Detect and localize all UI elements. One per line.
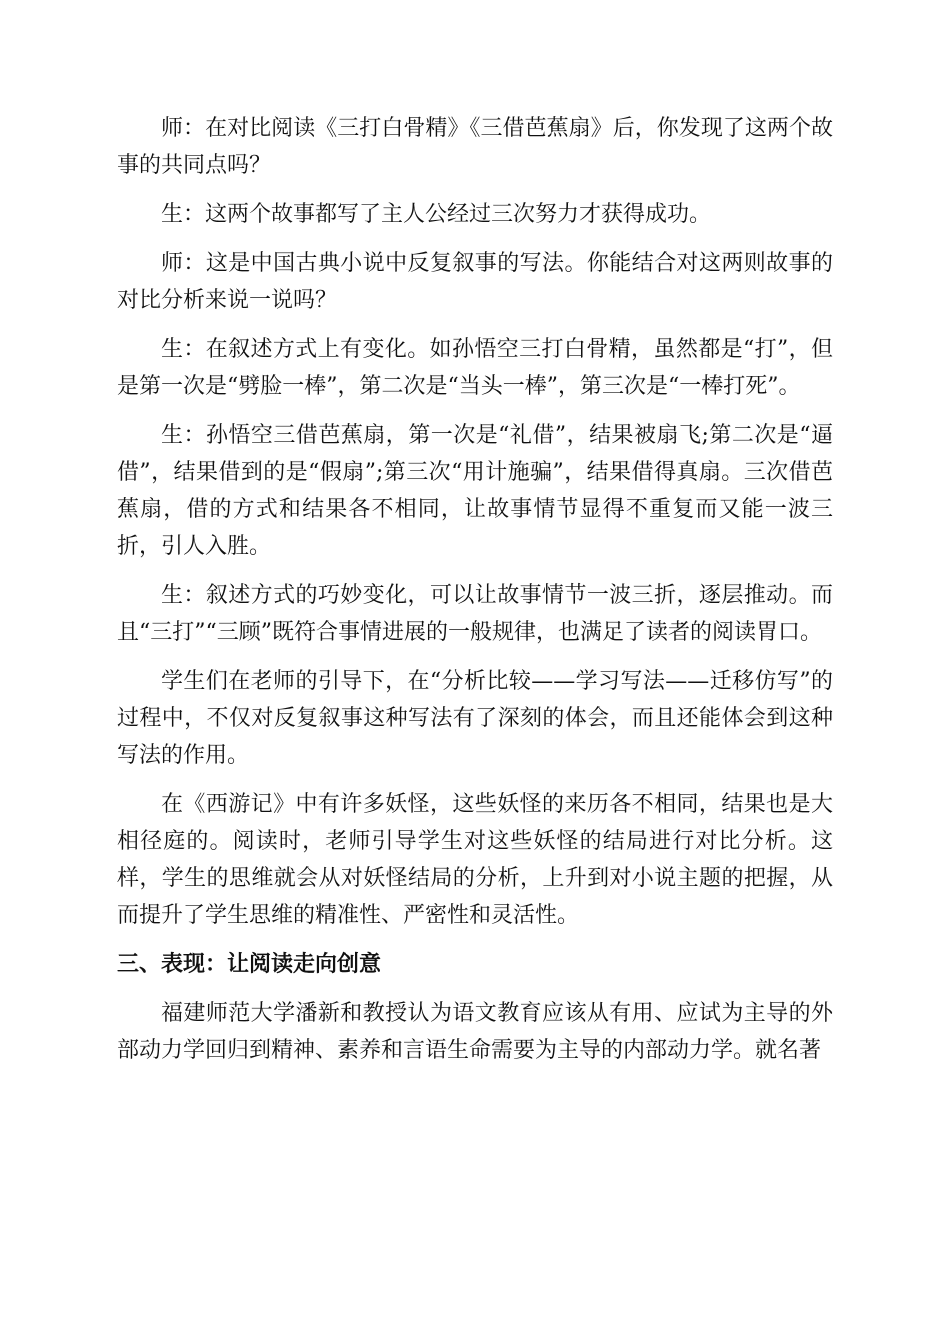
paragraph: 师：这是中国古典小说中反复叙事的写法。你能结合对这两则故事的对比分析来说一说吗？: [117, 251, 833, 313]
paragraph: 生：叙述方式的巧妙变化，可以让故事情节一波三折，逐层推动。而且“三打”“三顾”既符合事情进展的一般规律，也满足了读者的阅读胃口。: [117, 583, 833, 645]
paragraph: 生：在叙述方式上有变化。如孙悟空三打白骨精，虽然都是“打”，但是第一次是“劈脸一棒”，第二次是“当头一棒”，第三次是“一棒打死”。: [117, 337, 833, 399]
paragraph: 生：孙悟空三借芭蕉扇，第一次是“礼借”，结果被扇飞;第二次是“逼借”，结果借到的是“假扇”;第三次“用计施骗”，结果借得真扇。三次借芭蕉扇，借的方式和结果各不相同，让故事情节显得不重复而又能一波三折，引人入胜。: [117, 423, 833, 559]
paragraph: 在《西游记》中有许多妖怪，这些妖怪的来历各不相同，结果也是大相径庭的。阅读时，老师引导学生对这些妖怪的结局进行对比分析。这样，学生的思维就会从对妖怪结局的分析，上升到对小说主题的把握，从而提升了学生思维的精准性、严密性和灵活性。: [117, 792, 833, 928]
document-body: [117, 110, 833, 1081]
paragraph: 学生们在老师的引导下，在“分析比较——学习写法——迁移仿写”的过程中，不仅对反复叙事这种写法有了深刻的体会，而且还能体会到这种写法的作用。: [117, 669, 833, 768]
paragraph: 师：在对比阅读《三打白骨精》《三借芭蕉扇》后，你发现了这两个故事的共同点吗？: [117, 116, 833, 178]
paragraph: 福建师范大学潘新和教授认为语文教育应该从有用、应试为主导的外部动力学回归到精神、素养和言语生命需要为主导的内部动力学。就名著: [117, 1001, 833, 1063]
section-heading: 三、表现：让阅读走向创意: [117, 952, 382, 977]
paragraph: 生：这两个故事都写了主人公经过三次努力才获得成功。: [161, 202, 712, 227]
